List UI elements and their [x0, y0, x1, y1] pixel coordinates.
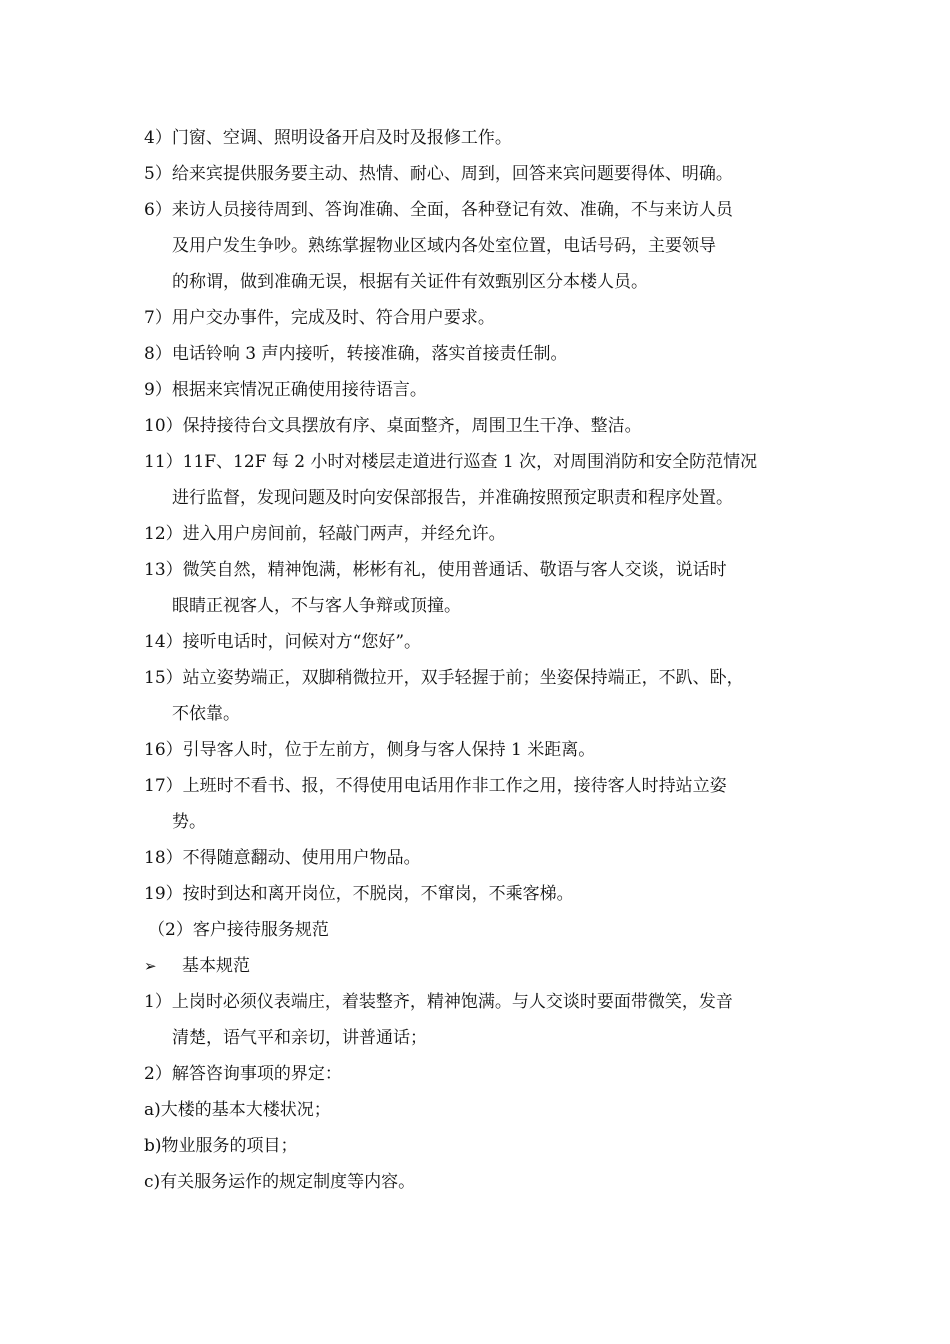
list-item-6-cont-1: 及用户发生争吵。熟练掌握物业区域内各处室位置，电话号码，主要领导 [172, 236, 716, 256]
list-item-9: 9）根据来宾情况正确使用接待语言。 [144, 380, 427, 400]
list-item-10: 10）保持接待台文具摆放有序、桌面整齐，周围卫生干净、整洁。 [144, 416, 642, 436]
list-item-17-cont: 势。 [172, 812, 206, 832]
document-body [144, 120, 824, 1200]
list-item-13: 13）微笑自然，精神饱满，彬彬有礼，使用普通话、敬语与客人交谈，说话时 [144, 560, 727, 580]
list-item-16: 16）引导客人时，位于左前方，侧身与客人保持 1 米距离。 [144, 740, 596, 760]
list-item-18: 18）不得随意翻动、使用用户物品。 [144, 848, 421, 868]
arrow-bullet-icon: ➢ [144, 957, 157, 975]
sub-item-c: c)有关服务运作的规定制度等内容。 [144, 1172, 416, 1192]
bullet-heading [144, 948, 824, 984]
list-item-13-cont: 眼睛正视客人，不与客人争辩或顶撞。 [172, 596, 461, 616]
spec-item-1: 1）上岗时必须仪表端庄，着装整齐，精神饱满。与人交谈时要面带微笑，发音 [144, 992, 733, 1012]
bullet-heading-label: 基本规范 [182, 956, 250, 976]
sub-item-a: a)大楼的基本大楼状况； [144, 1100, 331, 1120]
list-item-19: 19）按时到达和离开岗位，不脱岗，不窜岗，不乘客梯。 [144, 884, 574, 904]
sub-item-b: b)物业服务的项目； [144, 1136, 298, 1156]
list-item-15: 15）站立姿势端正，双脚稍微拉开，双手轻握于前；坐姿保持端正，不趴、卧， [144, 668, 744, 688]
list-item-14: 14）接听电话时，问候对方“您好”。 [144, 632, 422, 652]
list-item-6: 6）来访人员接待周到、答询准确、全面，各种登记有效、准确，不与来访人员 [144, 200, 733, 220]
list-item-7: 7）用户交办事件，完成及时、符合用户要求。 [144, 308, 495, 328]
spec-item-1-cont: 清楚，语气平和亲切，讲普通话； [172, 1028, 427, 1048]
list-item-11: 11）11F、12F 每 2 小时对楼层走道进行巡查 1 次，对周围消防和安全防范情况 [144, 452, 758, 472]
section-title: （2）客户接待服务规范 [148, 920, 329, 940]
list-item-15-cont: 不依靠。 [172, 704, 240, 724]
list-item-17: 17）上班时不看书、报，不得使用电话用作非工作之用，接待客人时持站立姿 [144, 776, 727, 796]
list-item-6-cont-2: 的称谓，做到准确无误，根据有关证件有效甄别区分本楼人员。 [172, 272, 648, 292]
list-item-4: 4）门窗、空调、照明设备开启及时及报修工作。 [144, 128, 512, 148]
list-item-5: 5）给来宾提供服务要主动、热情、耐心、周到，回答来宾问题要得体、明确。 [144, 164, 733, 184]
list-item-8: 8）电话铃响 3 声内接听，转接准确，落实首接责任制。 [144, 344, 568, 364]
list-item-12: 12）进入用户房间前，轻敲门两声，并经允许。 [144, 524, 506, 544]
spec-item-2: 2）解答咨询事项的界定： [144, 1064, 342, 1084]
list-item-11-cont: 进行监督，发现问题及时向安保部报告，并准确按照预定职责和程序处置。 [172, 488, 733, 508]
